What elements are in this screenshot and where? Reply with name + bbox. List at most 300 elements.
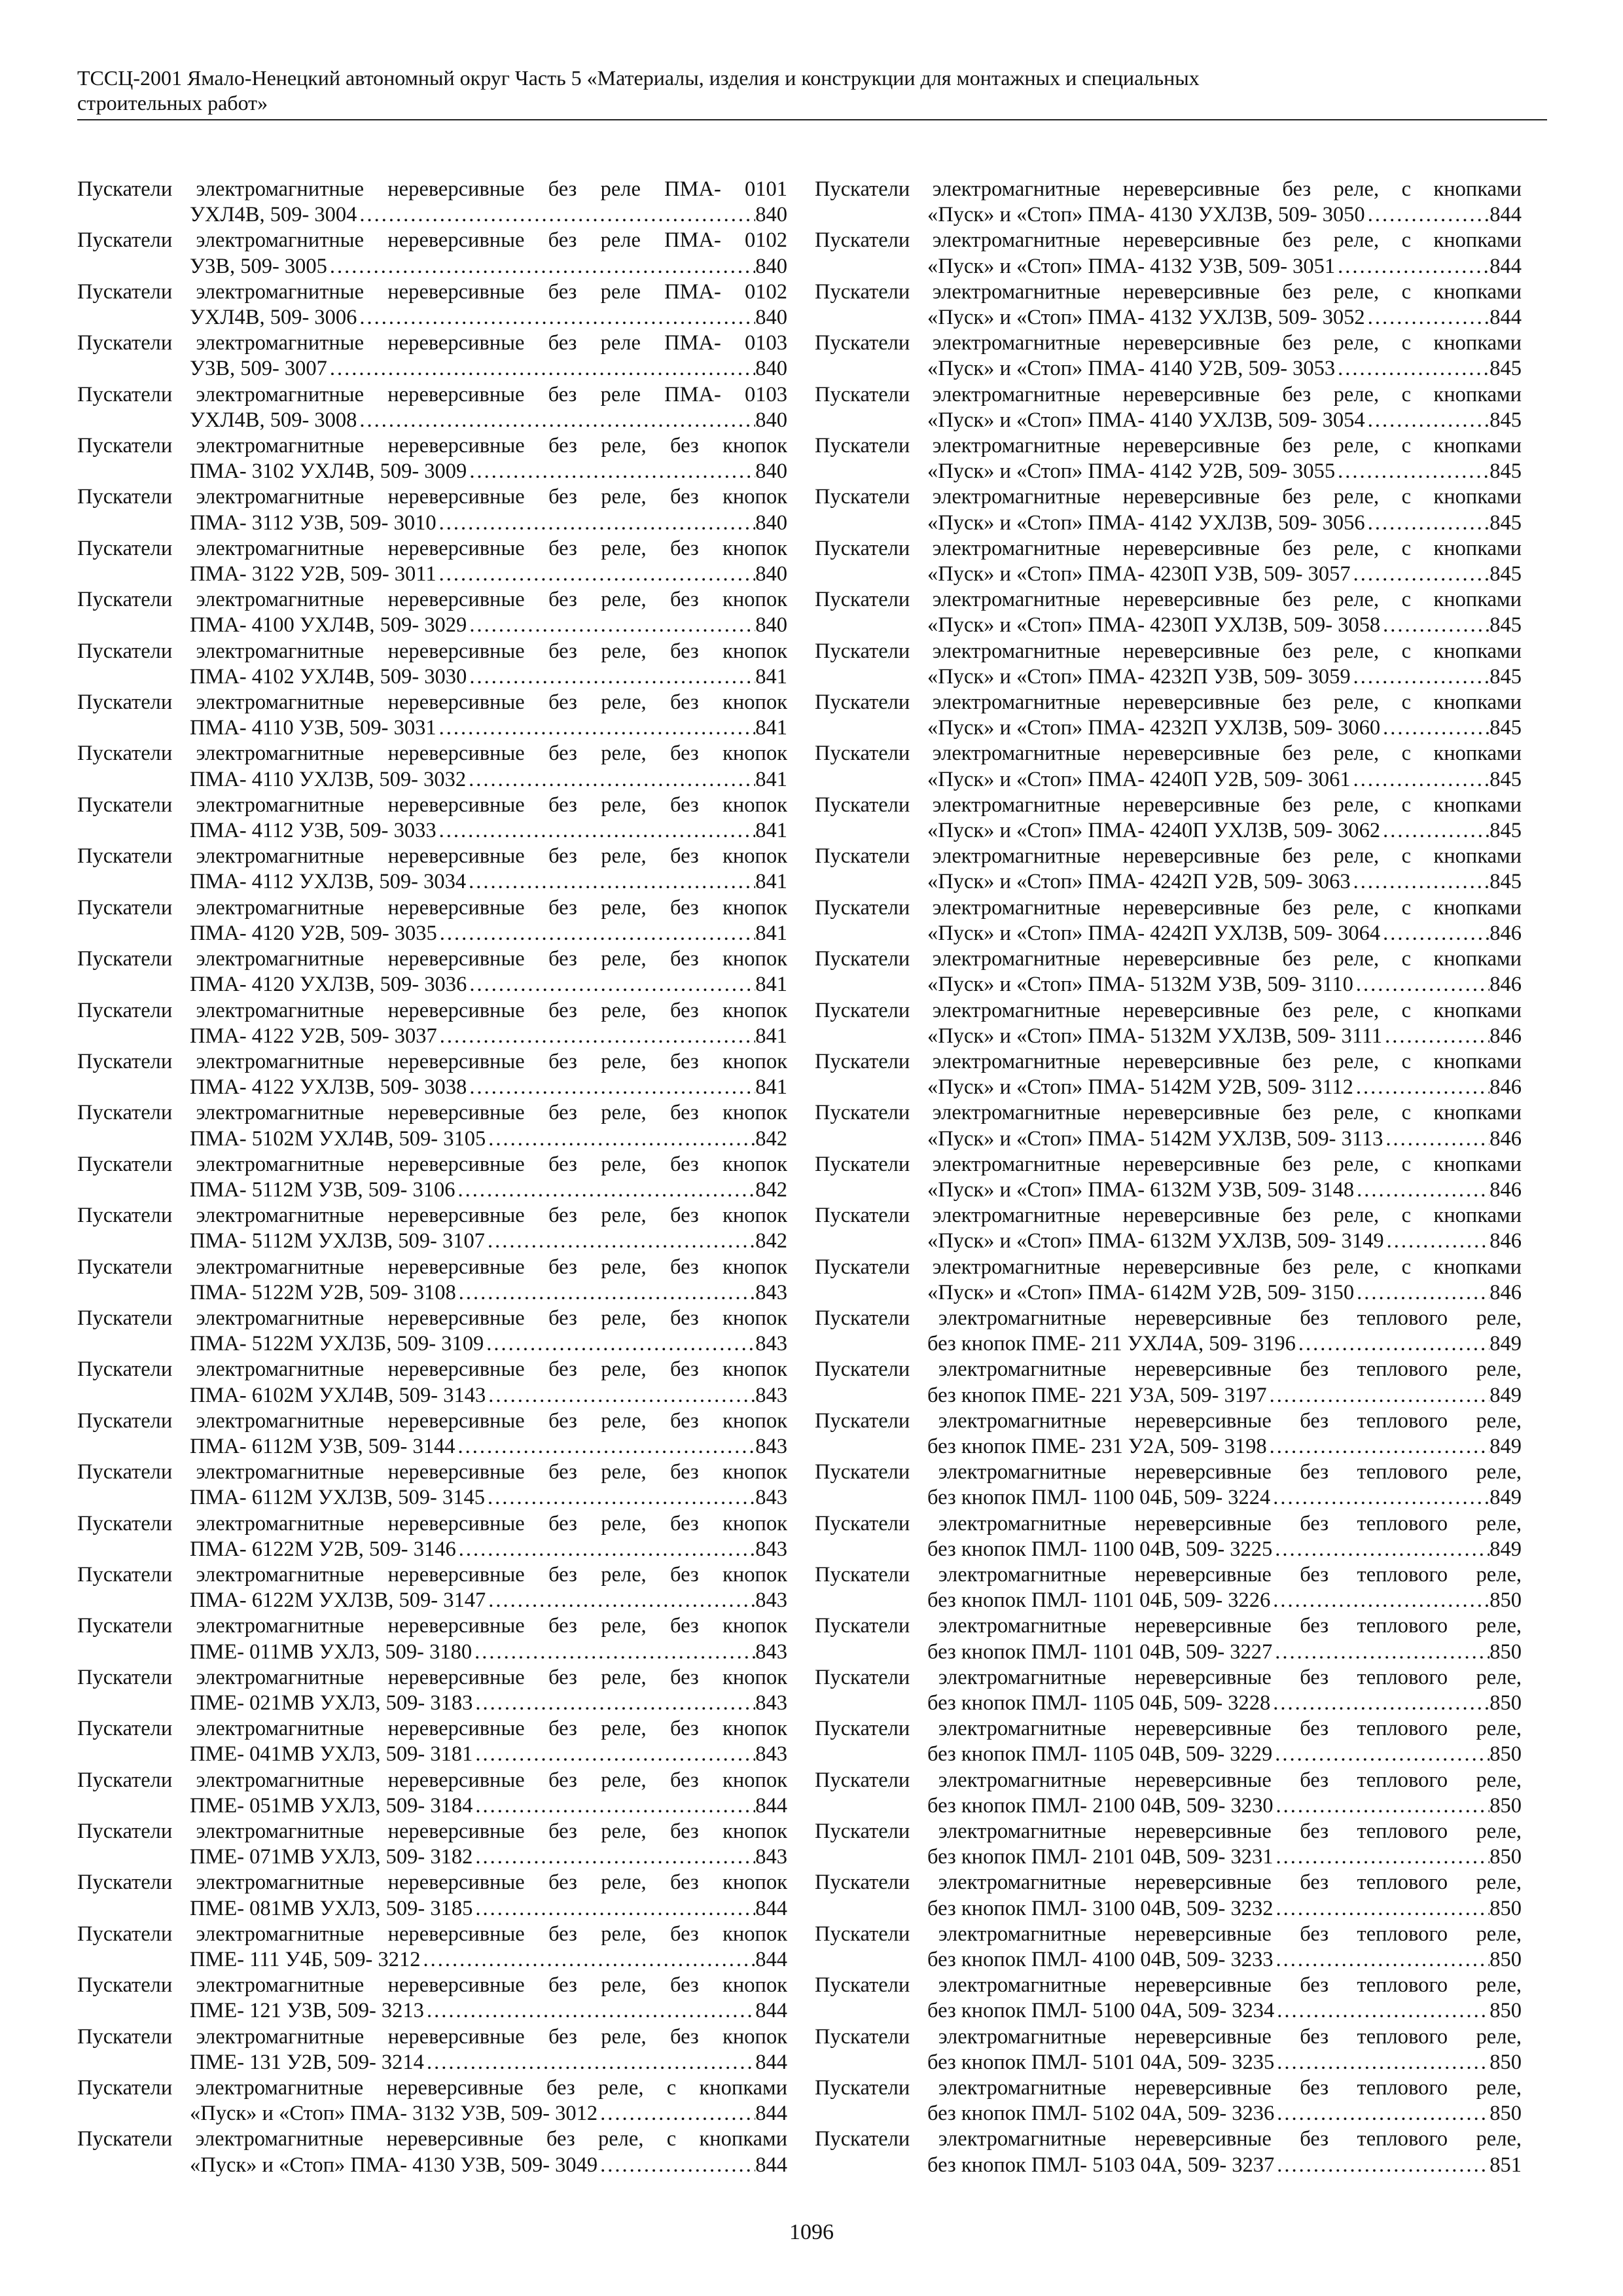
index-entry [77,228,787,279]
index-entry [77,1203,787,1254]
entry-detail-line [77,1691,787,1716]
entry-detail-line [77,1640,787,1665]
entry-detail-line [77,1844,787,1870]
dot-leader [1383,1126,1489,1152]
index-entry [77,2024,787,2075]
index-entry [815,536,1522,587]
index-entry [77,1870,787,1921]
entry-detail-line [815,767,1522,793]
index-column-left [77,177,787,2178]
entry-detail: «Пуск» и «Стоп» ПМА- 4230П У3В, 509- 3057 [927,562,1351,586]
index-entry [77,844,787,895]
dot-leader [455,1434,756,1460]
index-entry [77,1613,787,1664]
entry-title: Пускатели электромагнитные нереверсивные без реле, с кнопками [815,1049,1522,1073]
entry-page-number: 850 [1489,1999,1522,2023]
entry-detail: ПМА- 4112 У3В, 509- 3033 [190,819,437,843]
entry-page-number: 841 [755,921,787,945]
index-entry [77,1819,787,1870]
entry-page-number: 843 [755,1845,787,1869]
entry-page-number: 840 [755,357,787,381]
entry-detail: «Пуск» и «Стоп» ПМА- 6142М У2В, 509- 3150 [927,1280,1355,1304]
entry-title: Пускатели электромагнитные нереверсивные без реле ПМА- 0103 [77,382,787,406]
entry-page-number: 845 [1489,870,1522,894]
entry-title: Пускатели электромагнитные нереверсивные без реле, без кнопок [77,434,787,458]
entry-detail-line [815,2101,1522,2126]
entry-title: Пускатели электромагнитные нереверсивные без реле, без кнопок [77,1204,787,1228]
entry-page-number: 846 [1489,973,1522,997]
entry-page-number: 842 [755,1177,787,1202]
entry-detail-line [77,305,787,331]
index-entry [815,1408,1522,1460]
entry-title: Пускатели электромагнитные нереверсивные без теплового реле, [815,1408,1522,1433]
entry-detail: «Пуск» и «Стоп» ПМА- 5142М У2В, 509- 3112 [927,1075,1353,1100]
entry-detail: «Пуск» и «Стоп» ПМА- 4142 У2В, 509- 3055 [927,459,1336,484]
entry-title: Пускатели электромагнитные нереверсивные без реле, без кнопок [77,844,787,869]
entry-title: Пускатели электромагнитные нереверсивные без реле, без кнопок [77,998,787,1022]
entry-detail: «Пуск» и «Стоп» ПМА- 4132 УХЛ3В, 509- 3052 [927,306,1365,330]
entry-title: Пускатели электромагнитные нереверсивные без реле, с кнопками [815,331,1522,355]
entry-page-number: 841 [755,1024,787,1048]
dot-leader [1365,305,1490,331]
dot-leader [424,2050,755,2075]
entry-detail-line [815,2153,1522,2178]
entry-title: Пускатели электромагнитные нереверсивные без реле, без кнопок [77,947,787,971]
entry-detail-line [815,562,1522,587]
dot-leader [597,2101,755,2126]
dot-leader [1272,1640,1489,1665]
entry-detail: «Пуск» и «Стоп» ПМА- 4240П УХЛ3В, 509- 3062 [927,819,1381,843]
entry-title: Пускатели электромагнитные нереверсивные без реле, без кнопок [77,1511,787,1535]
entry-page-number: 843 [755,1742,787,1767]
entry-detail-line [815,1177,1522,1203]
entry-detail-line [77,1485,787,1511]
entry-detail: ПМЕ- 111 У4Б, 509- 3212 [190,1948,421,1972]
dot-leader [1380,818,1489,844]
entry-detail: ПМА- 6112М У3В, 509- 3144 [190,1434,455,1458]
entry-title: Пускатели электромагнитные нереверсивные без реле, без кнопок [77,2024,787,2049]
dot-leader [456,1280,756,1306]
entry-page-number: 843 [755,1588,787,1613]
entry-title: Пускатели электромагнитные нереверсивные без реле, с кнопками [815,1152,1522,1176]
dot-leader [1354,1280,1489,1306]
entry-detail: УХЛ4В, 509- 3006 [190,306,357,330]
index-entry [815,1306,1522,1357]
entry-page-number: 843 [755,1332,787,1356]
index-entry [815,331,1522,382]
index-entry [815,228,1522,279]
entry-detail: без кнопок ПМЕ- 231 У2А, 509- 3198 [927,1434,1267,1458]
entry-page-number: 845 [1489,562,1522,586]
entry-title: Пускатели электромагнитные нереверсивные без реле, без кнопок [77,742,787,766]
entry-detail-line [815,921,1522,946]
entry-page-number: 846 [1489,1229,1522,1253]
entry-page-number: 849 [1489,1383,1522,1407]
dot-leader [327,356,755,382]
index-entry [815,946,1522,997]
entry-detail: без кнопок ПМЛ- 2100 04В, 509- 3230 [927,1793,1274,1818]
index-entry [815,587,1522,638]
page-header [77,65,1547,120]
entry-page-number: 845 [1489,459,1522,484]
entry-page-number: 845 [1489,664,1522,689]
entry-detail: ПМА- 5112М У3В, 509- 3106 [190,1177,455,1202]
dot-leader [1274,2050,1489,2075]
entry-page-number: 843 [755,1486,787,1510]
entry-detail-line [77,2153,787,2178]
index-entry [815,1973,1522,2024]
entry-page-number: 850 [1489,1793,1522,1818]
index-entry [815,1049,1522,1100]
entry-detail-line [77,664,787,690]
dot-leader [1380,715,1489,741]
entry-detail-line [77,972,787,997]
index-entry [815,1357,1522,1408]
dot-leader [1384,1229,1490,1254]
entry-page-number: 844 [755,1896,787,1920]
entry-detail: ПМА- 4122 УХЛ3В, 509- 3038 [190,1075,467,1100]
entry-page-number: 840 [755,408,787,432]
entry-page-number: 844 [755,2102,787,2126]
entry-title: Пускатели электромагнитные нереверсивные без реле, с кнопками [815,1101,1522,1125]
entry-title: Пускатели электромагнитные нереверсивные без реле, с кнопками [815,382,1522,406]
index-entry [77,2126,787,2178]
entry-title: Пускатели электромагнитные нереверсивные без реле, с кнопками [815,279,1522,304]
dot-leader [473,1844,755,1870]
index-entry [77,741,787,792]
entry-detail: без кнопок ПМЛ- 3100 04В, 509- 3232 [927,1896,1274,1920]
entry-detail-line [77,869,787,895]
entry-detail: «Пуск» и «Стоп» ПМА- 3132 У3В, 509- 3012 [190,2102,598,2126]
entry-detail: без кнопок ПМЕ- 221 У3А, 509- 3197 [927,1383,1267,1407]
entry-page-number: 841 [755,767,787,791]
index-entry [77,1562,787,1613]
dot-leader [1351,869,1490,895]
entry-detail: ПМА- 5102М УХЛ4В, 509- 3105 [190,1126,486,1151]
entry-detail: УХЛ4В, 509- 3004 [190,203,357,227]
entry-detail-line [815,1844,1522,1870]
entry-detail: «Пуск» и «Стоп» ПМА- 4130 УХЛ3В, 509- 3050 [927,203,1365,227]
entry-detail: без кнопок ПМЛ- 2101 04В, 509- 3231 [927,1845,1274,1869]
index-entry [77,433,787,484]
entry-title: Пускатели электромагнитные нереверсивные без реле, без кнопок [77,1357,787,1382]
entry-title: Пускатели электромагнитные нереверсивные без теплового реле, [815,1306,1522,1330]
dot-leader [473,1742,755,1767]
entry-detail: «Пуск» и «Стоп» ПМА- 6132М УХЛ3В, 509- 3149 [927,1229,1384,1253]
entry-detail: «Пуск» и «Стоп» ПМА- 4232П УХЛ3В, 509- 3060 [927,716,1381,740]
index-entry [77,1460,787,1511]
entry-detail-line [77,613,787,638]
entry-detail-line [77,1896,787,1922]
entry-page-number: 840 [755,613,787,637]
entry-detail: УХЛ4В, 509- 3008 [190,408,357,432]
entry-detail: ПМА- 5112М УХЛ3В, 509- 3107 [190,1229,486,1253]
index-entry [815,1870,1522,1921]
entry-detail: без кнопок ПМЛ- 1101 04Б, 509- 3226 [927,1588,1271,1613]
entry-detail-line [77,818,787,844]
entry-detail-line [77,767,787,793]
entry-detail: без кнопок ПМЛ- 4100 04В, 509- 3233 [927,1948,1274,1972]
entry-detail: без кнопок ПМЕ- 211 УХЛ4А, 509- 3196 [927,1332,1296,1356]
entry-page-number: 846 [1489,1177,1522,1202]
index-entry [815,1511,1522,1562]
entry-detail: «Пуск» и «Стоп» ПМА- 5132М УХЛ3В, 509- 3111 [927,1024,1383,1048]
dot-leader [437,562,756,587]
entry-title: Пускатели электромагнитные нереверсивные без реле, без кнопок [77,691,787,715]
entry-detail-line [815,869,1522,895]
entry-title: Пускатели электромагнитные нереверсивные без реле, без кнопок [77,1306,787,1330]
entry-page-number: 843 [755,1640,787,1664]
index-entry [815,844,1522,895]
dot-leader [357,305,755,331]
entry-page-number: 851 [1489,2153,1522,2177]
dot-leader [1335,459,1489,484]
index-entry [815,690,1522,741]
entry-detail: ПМЕ- 081МВ УХЛ3, 509- 3185 [190,1896,473,1920]
entry-detail-line [77,715,787,741]
entry-page-number: 840 [755,562,787,586]
dot-leader [1351,562,1490,587]
entry-detail: ПМЕ- 051МВ УХЛ3, 509- 3184 [190,1793,473,1818]
index-entry [815,1819,1522,1870]
entry-page-number: 841 [755,973,787,997]
entry-detail-line [815,715,1522,741]
dot-leader [467,613,755,638]
dot-leader [485,1229,755,1254]
index-entry [815,639,1522,690]
entry-detail: ПМА- 4110 УХЛ3В, 509- 3032 [190,767,467,791]
entry-page-number: 850 [1489,1640,1522,1664]
entry-detail-line [815,1691,1522,1716]
dot-leader [1270,1485,1489,1511]
entry-page-number: 845 [1489,767,1522,791]
entry-detail: без кнопок ПМЛ- 5102 04А, 509- 3236 [927,2102,1275,2126]
dot-leader [1296,1331,1489,1357]
entry-detail-line [77,254,787,279]
entry-detail: «Пуск» и «Стоп» ПМА- 4242П УХЛ3В, 509- 3064 [927,921,1381,945]
entry-title: Пускатели электромагнитные нереверсивные без реле, с кнопками [815,1255,1522,1279]
entry-detail-line [77,2101,787,2126]
entry-title: Пускатели электромагнитные нереверсивные без реле, без кнопок [77,1101,787,1125]
index-entry [77,331,787,382]
entry-title: Пускатели электромагнитные нереверсивные без реле, без кнопок [77,1152,787,1176]
index-entry [815,1665,1522,1716]
entry-title: Пускатели электромагнитные нереверсивные без реле, без кнопок [77,1614,787,1638]
dot-leader [437,511,756,536]
entry-page-number: 844 [1489,254,1522,278]
entry-page-number: 843 [755,1537,787,1561]
index-entry [815,1255,1522,1306]
index-entry [815,1922,1522,1973]
index-entry [77,895,787,946]
entry-title: Пускатели электромагнитные нереверсивные без теплового реле, [815,1871,1522,1895]
dot-leader [1365,511,1490,536]
entry-detail-line [77,1229,787,1254]
entry-detail-line [77,1742,787,1767]
index-entry [815,1203,1522,1254]
entry-title: Пускатели электромагнитные нереверсивные без теплового реле, [815,1922,1522,1946]
dot-leader [486,1588,755,1613]
entry-detail: «Пуск» и «Стоп» ПМА- 4130 У3В, 509- 3049 [190,2153,598,2177]
index-entry [77,587,787,638]
entry-page-number: 845 [1489,408,1522,432]
entry-detail: ПМА- 5122М У2В, 509- 3108 [190,1280,456,1304]
dot-leader [1351,664,1490,690]
entry-detail: без кнопок ПМЛ- 1100 04В, 509- 3225 [927,1537,1273,1561]
dot-leader [1272,1742,1489,1767]
entry-detail-line [77,1126,787,1152]
dot-leader [1354,1177,1489,1203]
entry-title: Пускатели электромагнитные нереверсивные без теплового реле, [815,2024,1522,2049]
entry-page-number: 844 [755,1948,787,1972]
entry-page-number: 850 [1489,1948,1522,1972]
entry-page-number: 844 [755,2153,787,2177]
dot-leader [1274,2153,1489,2178]
entry-title: Пускатели электромагнитные нереверсивные без теплового реле, [815,1460,1522,1484]
dot-leader [467,1075,755,1100]
entry-title: Пускатели электромагнитные нереверсивные без теплового реле, [815,2076,1522,2100]
index-entry [77,484,787,535]
index-entry [815,484,1522,535]
entry-detail-line [77,1537,787,1562]
entry-title: Пускатели электромагнитные нереверсивные без реле, без кнопок [77,1922,787,1946]
entry-detail: ПМА- 5122М УХЛ3Б, 509- 3109 [190,1332,484,1356]
entry-page-number: 849 [1489,1434,1522,1458]
entry-title: Пускатели электромагнитные нереверсивные без реле ПМА- 0102 [77,279,787,304]
entry-page-number: 843 [755,1434,787,1458]
index-entry [77,1511,787,1562]
dot-leader [467,664,755,690]
page-number: 1096 [789,2220,834,2244]
dot-leader [1272,1537,1489,1562]
entry-detail-line [815,1485,1522,1511]
entry-page-number: 842 [755,1126,787,1151]
entry-detail: ПМА- 6122М УХЛ3В, 509- 3147 [190,1588,486,1613]
dot-leader [1274,2101,1489,2126]
dot-leader [472,1640,755,1665]
entry-detail: ПМА- 4100 УХЛ4В, 509- 3029 [190,613,467,637]
entry-detail: ПМА- 3112 У3В, 509- 3010 [190,511,437,535]
entry-title: Пускатели электромагнитные нереверсивные без реле, без кнопок [77,1049,787,1073]
entry-detail-line [77,562,787,587]
entry-title: Пускатели электромагнитные нереверсивные без реле, с кнопками [815,1204,1522,1228]
index-entry [77,946,787,997]
dot-leader [1274,1844,1490,1870]
index-entry [815,1100,1522,1151]
entry-page-number: 840 [755,306,787,330]
entry-detail: ПМА- 4102 УХЛ4В, 509- 3030 [190,664,467,689]
index-entry [815,1716,1522,1767]
entry-title: Пускатели электромагнитные нереверсивные без реле, без кнопок [77,1973,787,1998]
dot-leader [486,1383,755,1408]
entry-detail-line [815,1434,1522,1460]
entry-page-number: 843 [755,1691,787,1715]
entry-title: Пускатели электромагнитные нереверсивные без реле, с кнопками [815,536,1522,560]
entry-detail-line [77,1947,787,1973]
dot-leader [1365,408,1490,433]
entry-detail: ПМЕ- 071МВ УХЛ3, 509- 3182 [190,1845,473,1869]
dot-leader [327,254,755,279]
index-entry [815,433,1522,484]
entry-detail: ПМА- 6122М У2В, 509- 3146 [190,1537,456,1561]
index-entry [77,690,787,741]
entry-page-number: 844 [755,2050,787,2074]
entry-detail-line [815,1640,1522,1665]
index-entry [77,1665,787,1716]
entry-page-number: 846 [1489,921,1522,945]
entry-title: Пускатели электромагнитные нереверсивные без реле, с кнопками [815,588,1522,612]
entry-detail-line [815,408,1522,433]
dot-leader [1270,1588,1489,1613]
entry-detail: «Пуск» и «Стоп» ПМА- 4240П У2В, 509- 3061 [927,767,1351,791]
entry-title: Пускатели электромагнитные нереверсивные без теплового реле, [815,2127,1522,2151]
entry-detail: без кнопок ПМЛ- 5101 04А, 509- 3235 [927,2050,1275,2074]
entry-detail: ПМА- 4120 УХЛ3В, 509- 3036 [190,973,467,997]
entry-title: Пускатели электромагнитные нереверсивные без теплового реле, [815,1973,1522,1998]
index-entry [815,793,1522,844]
dot-leader [467,972,755,997]
entry-page-number: 850 [1489,1588,1522,1613]
entry-page-number: 850 [1489,1845,1522,1869]
entry-title: Пускатели электромагнитные нереверсивные без реле ПМА- 0101 [77,177,787,201]
index-entry [815,2075,1522,2126]
entry-detail: «Пуск» и «Стоп» ПМА- 4230П УХЛ3В, 509- 3058 [927,613,1381,637]
entry-title: Пускатели электромагнитные нереверсивные без реле, с кнопками [815,485,1522,509]
entry-detail-line [77,1588,787,1613]
index-entry [815,1460,1522,1511]
entry-page-number: 845 [1489,357,1522,381]
index-entry [77,536,787,587]
entry-detail-line [815,818,1522,844]
entry-title: Пускатели электромагнитные нереверсивные без реле, с кнопками [815,998,1522,1022]
entry-detail-line [815,664,1522,690]
index-entry [77,1408,787,1460]
entry-title: Пускатели электромагнитные нереверсивные без реле, без кнопок [77,1460,787,1484]
entry-title: Пускатели электромагнитные нереверсивные без теплового реле, [815,1614,1522,1638]
entry-page-number: 844 [1489,203,1522,227]
dot-leader [473,1793,755,1819]
entry-detail: «Пуск» и «Стоп» ПМА- 4140 УХЛ3В, 509- 3054 [927,408,1365,432]
entry-detail: ПМЕ- 041МВ УХЛ3, 509- 3181 [190,1742,473,1767]
entry-detail: «Пуск» и «Стоп» ПМА- 4242П У2В, 509- 3063 [927,870,1351,894]
entry-title: Пускатели электромагнитные нереверсивные без теплового реле, [815,1357,1522,1382]
index-column-right [815,177,1522,2178]
entry-page-number: 840 [755,203,787,227]
dot-leader [1267,1434,1490,1460]
entry-detail-line [815,1947,1522,1973]
entry-detail: без кнопок ПМЛ- 1105 04В, 509- 3229 [927,1742,1273,1767]
entry-detail-line [77,1075,787,1100]
entry-title: Пускатели электромагнитные нереверсивные без реле, с кнопками [815,639,1522,663]
entry-detail-line [815,305,1522,331]
entry-detail-line [815,1229,1522,1254]
entry-detail-line [77,1280,787,1306]
entry-title: Пускатели электромагнитные нереверсивные без реле, с кнопками [77,2076,787,2100]
dot-leader [1351,767,1490,793]
dot-leader [1335,356,1489,382]
entry-title: Пускатели электромагнитные нереверсивные без реле ПМА- 0103 [77,331,787,355]
entry-title: Пускатели электромагнитные нереверсивные без реле, с кнопками [815,895,1522,920]
entry-detail-line [815,459,1522,484]
entry-page-number: 846 [1489,1126,1522,1151]
dot-leader [1267,1383,1490,1408]
entry-detail-line [815,1383,1522,1408]
entry-detail-line [815,1588,1522,1613]
entry-detail: У3В, 509- 3007 [190,357,327,381]
dot-leader [357,408,755,433]
dot-leader [486,1126,755,1152]
entry-title: Пускатели электромагнитные нереверсивные без реле, с кнопками [815,793,1522,817]
